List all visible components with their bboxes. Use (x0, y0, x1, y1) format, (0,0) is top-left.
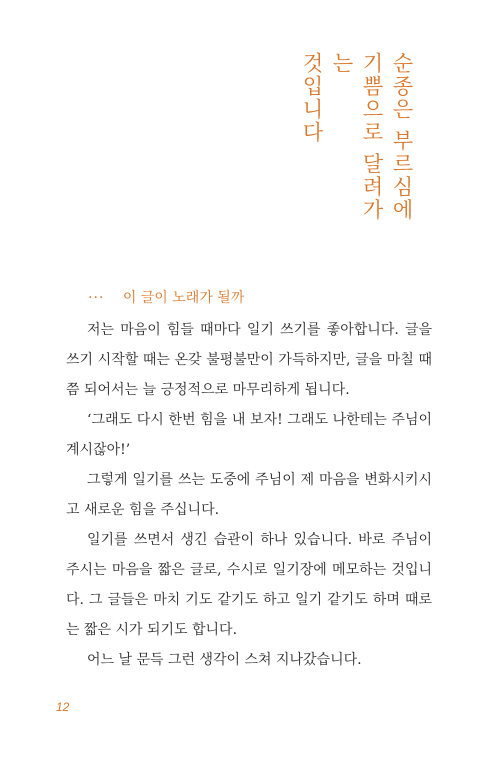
ellipsis-ornament: ··· (88, 290, 105, 306)
chapter-title (297, 52, 417, 242)
page-number: 12 (56, 700, 70, 714)
section-heading-text: 이 글이 노래가 될까 (122, 290, 245, 306)
body-text (66, 315, 432, 675)
chapter-title-line-2: 기쁨으로 달려가는 (330, 52, 384, 222)
section-heading (88, 287, 244, 307)
paragraph: 그렇게 일기를 쓰는 도중에 주님이 제 마음을 변화시키시고 새로운 힘을 주십니다. (66, 472, 432, 518)
chapter-title-line-3: 것입니다 (300, 52, 324, 144)
chapter-title-line-1: 순종은 부르심에 (390, 52, 414, 222)
paragraph: 저는 마음이 힘들 때마다 일기 쓰기를 좋아합니다. 글을 쓰기 시작할 때는 온갖 불평불만이 가득하지만, 글을 마칠 때쯤 되어서는 늘 긍정적으로 마무리하게 됩니다. (66, 322, 432, 398)
paragraph: 일기를 쓰면서 생긴 습관이 하나 있습니다. 바로 주님이 주시는 마음을 짧은 글로, 수시로 일기장에 메모하는 것입니다. 그 글들은 마치 기도 같기도 하고 일기 같기도 하며 때로는 짧은 시가 되기도 합니다. (66, 532, 432, 638)
paragraph: ‘그래도 다시 한번 힘을 내 보자! 그래도 나한테는 주님이 계시잖아!’ (66, 412, 432, 458)
paragraph: 어느 날 문득 그런 생각이 스쳐 지나갔습니다. (87, 652, 362, 668)
